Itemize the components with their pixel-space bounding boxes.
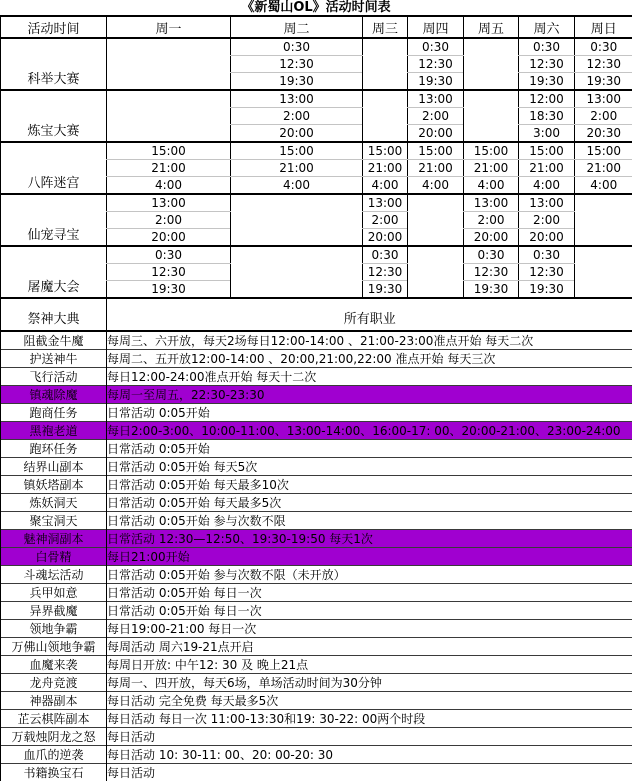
empty-day-cell	[363, 38, 408, 90]
activity-row	[1, 728, 632, 746]
activity-label: 万佛山领地争霸	[1, 638, 107, 656]
time-cell: 19:30	[107, 281, 231, 299]
activity-description: 日常活动 0:05开始	[107, 440, 632, 458]
activity-row	[1, 638, 632, 656]
time-cell: 13:00	[363, 194, 408, 212]
activity-label: 飞行活动	[1, 368, 107, 386]
time-cell: 19:30	[408, 73, 464, 91]
time-cell: 2:00	[363, 212, 408, 229]
empty-day-cell	[107, 90, 231, 142]
time-cell: 0:30	[519, 38, 575, 56]
activity-label: 祭神大典	[1, 298, 107, 331]
time-cell: 13:00	[464, 194, 519, 212]
time-cell: 21:00	[363, 160, 408, 177]
time-cell: 2:00	[408, 108, 464, 125]
activity-description: 每日活动	[107, 728, 632, 746]
activity-row	[1, 422, 632, 440]
activity-label: 炼宝大赛	[1, 90, 107, 142]
activity-row	[1, 494, 632, 512]
schedule-block-row	[1, 90, 632, 108]
activity-description: 日常活动 0:05开始 每日一次	[107, 584, 632, 602]
activity-description: 每日21:00开始	[107, 548, 632, 566]
empty-day-cell	[408, 246, 464, 298]
time-cell: 19:30	[519, 281, 575, 299]
column-header-3: 周三	[363, 16, 408, 38]
activity-label: 阻截金牛魔	[1, 332, 107, 350]
time-cell: 12:30	[408, 56, 464, 73]
empty-day-cell	[464, 38, 519, 90]
time-cell: 12:30	[519, 264, 575, 281]
weekly-schedule-table	[0, 15, 632, 332]
activity-description: 每日2:00-3:00、10:00-11:00、13:00-14:00、16:00-17: 00、20:00-21:00、23:00-24:00	[107, 422, 632, 440]
time-cell: 3:00	[519, 125, 575, 143]
time-cell: 4:00	[408, 177, 464, 195]
time-cell: 20:00	[519, 229, 575, 247]
activity-label: 仙宠寻宝	[1, 194, 107, 246]
empty-day-cell	[107, 38, 231, 90]
activity-label: 镇妖塔副本	[1, 476, 107, 494]
activity-row	[1, 386, 632, 404]
schedule-block-row	[1, 246, 632, 264]
activity-row	[1, 440, 632, 458]
activity-label: 炼妖洞天	[1, 494, 107, 512]
time-cell: 21:00	[575, 160, 632, 177]
activity-row	[1, 620, 632, 638]
time-cell: 13:00	[519, 194, 575, 212]
activity-label: 领地争霸	[1, 620, 107, 638]
time-cell: 20:00	[107, 229, 231, 247]
schedule-block-row	[1, 194, 632, 212]
schedule-block-row	[1, 38, 632, 56]
activity-row	[1, 710, 632, 728]
activity-row	[1, 476, 632, 494]
time-cell: 0:30	[231, 38, 363, 56]
activity-description: 每日12:00-24:00准点开始 每天十二次	[107, 368, 632, 386]
activity-label: 白骨精	[1, 548, 107, 566]
time-cell: 15:00	[464, 142, 519, 160]
time-cell: 12:30	[231, 56, 363, 73]
time-cell: 20:30	[575, 125, 632, 143]
activity-label: 镇魂除魔	[1, 386, 107, 404]
time-cell: 2:00	[519, 212, 575, 229]
activity-label: 屠魔大会	[1, 246, 107, 298]
activity-description: 日常活动 0:05开始 每天最多5次	[107, 494, 632, 512]
time-cell: 15:00	[575, 142, 632, 160]
time-cell: 2:00	[231, 108, 363, 125]
time-cell: 2:00	[464, 212, 519, 229]
activity-description: 日常活动 0:05开始 每天5次	[107, 458, 632, 476]
empty-day-cell	[231, 246, 363, 298]
time-cell: 15:00	[519, 142, 575, 160]
activity-row	[1, 692, 632, 710]
activity-description: 每日活动	[107, 764, 632, 781]
time-cell: 15:00	[363, 142, 408, 160]
time-cell: 0:30	[408, 38, 464, 56]
activity-description: 每日活动 完全免费 每天最多5次	[107, 692, 632, 710]
time-cell: 13:00	[231, 90, 363, 108]
activity-label: 芷云棋阵副本	[1, 710, 107, 728]
activity-row	[1, 368, 632, 386]
time-cell: 2:00	[107, 212, 231, 229]
time-cell: 4:00	[464, 177, 519, 195]
time-cell: 21:00	[107, 160, 231, 177]
activity-label: 魅神洞副本	[1, 530, 107, 548]
activity-list-table	[0, 332, 632, 781]
page-title: 《新蜀山OL》活动时间表	[0, 0, 632, 15]
activity-row	[1, 530, 632, 548]
time-cell: 19:30	[363, 281, 408, 299]
time-cell: 20:00	[408, 125, 464, 143]
time-cell: 15:00	[107, 142, 231, 160]
activity-label: 龙舟竞渡	[1, 674, 107, 692]
activity-description: 日常活动 12:30—12:50、19:30-19:50 每天1次	[107, 530, 632, 548]
time-cell: 13:00	[408, 90, 464, 108]
time-cell: 4:00	[363, 177, 408, 195]
activity-label: 护送神牛	[1, 350, 107, 368]
empty-day-cell	[408, 194, 464, 246]
time-cell: 19:30	[231, 73, 363, 91]
column-header-0: 活动时间	[1, 16, 107, 38]
activity-label: 聚宝洞天	[1, 512, 107, 530]
empty-day-cell	[575, 246, 632, 298]
time-cell: 12:30	[575, 56, 632, 73]
empty-day-cell	[575, 194, 632, 246]
activity-description: 每周一、四开放，每天6场，单场活动时间为30分钟	[107, 674, 632, 692]
time-cell: 21:00	[231, 160, 363, 177]
activity-label: 神器副本	[1, 692, 107, 710]
activity-row	[1, 566, 632, 584]
activity-description: 日常活动 0:05开始 参与次数不限（未开放）	[107, 566, 632, 584]
empty-day-cell	[464, 90, 519, 142]
time-cell: 12:30	[464, 264, 519, 281]
activity-row	[1, 656, 632, 674]
activity-description: 每日活动 10: 30-11: 00、20: 00-20: 30	[107, 746, 632, 764]
time-cell: 12:30	[519, 56, 575, 73]
time-cell: 12:30	[363, 264, 408, 281]
activity-row	[1, 404, 632, 422]
activity-row	[1, 674, 632, 692]
column-header-4: 周四	[408, 16, 464, 38]
time-cell: 19:30	[519, 73, 575, 91]
activity-row	[1, 350, 632, 368]
time-cell: 19:30	[575, 73, 632, 91]
time-cell: 0:30	[575, 38, 632, 56]
activity-description: 每日19:00-21:00 每日一次	[107, 620, 632, 638]
time-cell: 13:00	[107, 194, 231, 212]
time-cell: 2:00	[575, 108, 632, 125]
activity-row	[1, 332, 632, 350]
time-cell: 13:00	[575, 90, 632, 108]
activity-description: 每周日开放: 中午12: 30 及 晚上21点	[107, 656, 632, 674]
column-header-7: 周日	[575, 16, 632, 38]
empty-day-cell	[231, 194, 363, 246]
activity-label: 万载烛阴龙之怒	[1, 728, 107, 746]
time-cell: 20:00	[231, 125, 363, 143]
activity-row	[1, 602, 632, 620]
activity-description: 每周一至周五，22:30-23:30	[107, 386, 632, 404]
time-cell: 0:30	[363, 246, 408, 264]
schedule-header-row	[1, 16, 632, 38]
activity-label: 血魔来袭	[1, 656, 107, 674]
merged-value: 所有职业	[107, 298, 632, 331]
time-cell: 4:00	[519, 177, 575, 195]
time-cell: 21:00	[464, 160, 519, 177]
activity-label: 八阵迷宫	[1, 142, 107, 194]
time-cell: 12:00	[519, 90, 575, 108]
time-cell: 15:00	[231, 142, 363, 160]
time-cell: 0:30	[107, 246, 231, 264]
activity-label: 跑环任务	[1, 440, 107, 458]
column-header-2: 周二	[231, 16, 363, 38]
activity-label: 异界截魔	[1, 602, 107, 620]
time-cell: 4:00	[231, 177, 363, 195]
activity-label: 结界山副本	[1, 458, 107, 476]
activity-label: 黑袍老道	[1, 422, 107, 440]
time-cell: 18:30	[519, 108, 575, 125]
time-cell: 20:00	[464, 229, 519, 247]
column-header-6: 周六	[519, 16, 575, 38]
time-cell: 15:00	[408, 142, 464, 160]
activity-description: 日常活动 0:05开始 每日一次	[107, 602, 632, 620]
activity-row	[1, 584, 632, 602]
activity-row	[1, 458, 632, 476]
activity-row	[1, 764, 632, 781]
time-cell: 12:30	[107, 264, 231, 281]
activity-label: 兵甲如意	[1, 584, 107, 602]
activity-row	[1, 746, 632, 764]
activity-label: 血爪的逆袭	[1, 746, 107, 764]
time-cell: 0:30	[464, 246, 519, 264]
empty-day-cell	[363, 90, 408, 142]
column-header-1: 周一	[107, 16, 231, 38]
schedule-block-row	[1, 142, 632, 160]
time-cell: 4:00	[575, 177, 632, 195]
column-header-5: 周五	[464, 16, 519, 38]
merged-row	[1, 298, 632, 331]
activity-description: 日常活动 0:05开始	[107, 404, 632, 422]
activity-row	[1, 512, 632, 530]
time-cell: 21:00	[408, 160, 464, 177]
activity-label: 科举大赛	[1, 38, 107, 90]
time-cell: 21:00	[519, 160, 575, 177]
time-cell: 0:30	[519, 246, 575, 264]
activity-description: 每周活动 周六19-21点开启	[107, 638, 632, 656]
time-cell: 20:00	[363, 229, 408, 247]
activity-description: 每周二、五开放12:00-14:00 、20:00,21:00,22:00 准点开始 每天三次	[107, 350, 632, 368]
activity-label: 跑商任务	[1, 404, 107, 422]
time-cell: 19:30	[464, 281, 519, 299]
activity-row	[1, 548, 632, 566]
activity-label: 斗魂坛活动	[1, 566, 107, 584]
activity-description: 日常活动 0:05开始 参与次数不限	[107, 512, 632, 530]
activity-description: 每日活动 每日一次 11:00-13:30和19: 30-22: 00两个时段	[107, 710, 632, 728]
time-cell: 4:00	[107, 177, 231, 195]
activity-description: 每周三、六开放，每天2场每日12:00-14:00 、21:00-23:00准点开始 每天二次	[107, 332, 632, 350]
activity-label: 书籍换宝石	[1, 764, 107, 781]
activity-description: 日常活动 0:05开始 每天最多10次	[107, 476, 632, 494]
